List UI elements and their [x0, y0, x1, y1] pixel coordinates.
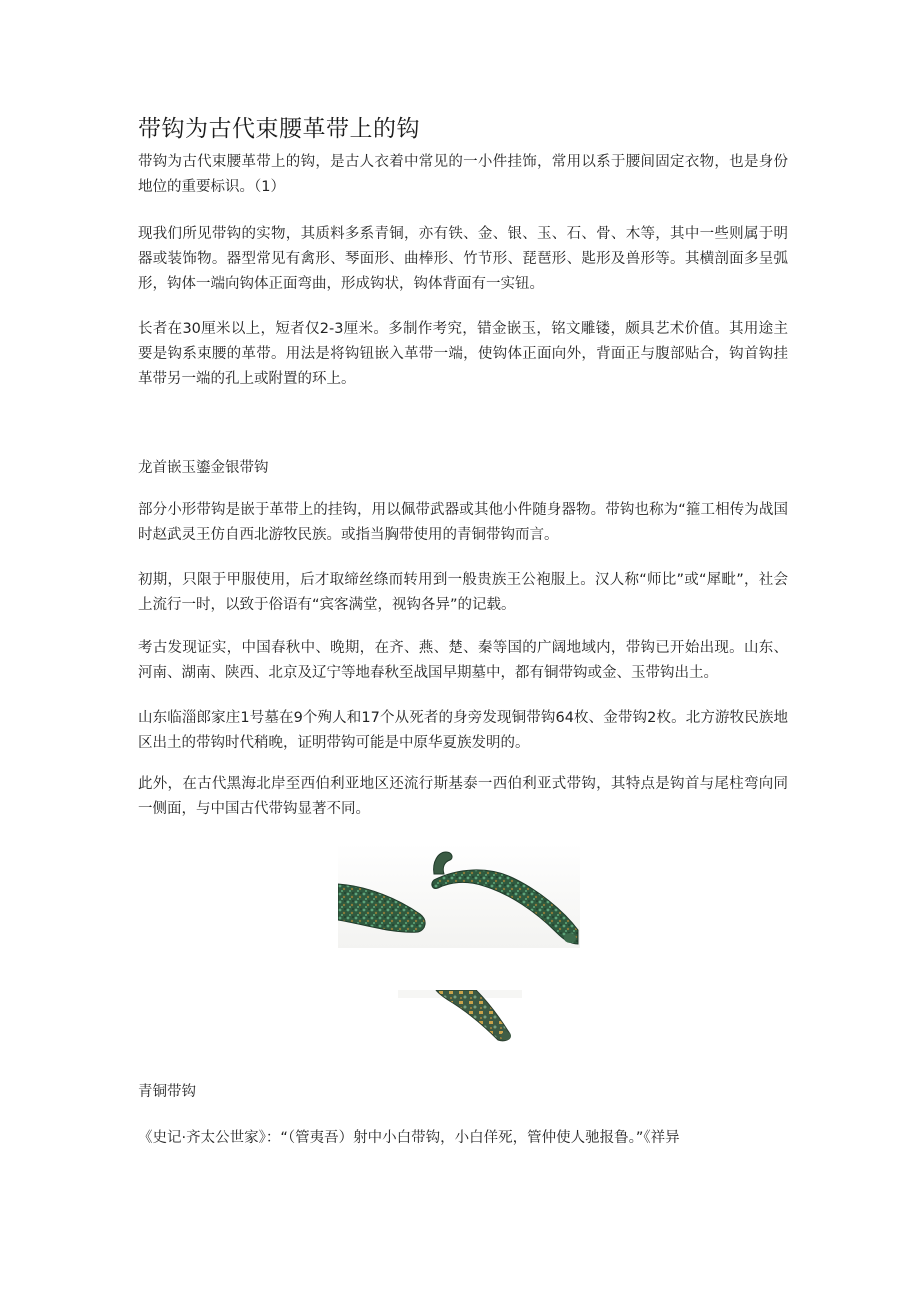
paragraph: 部分小形带钩是嵌于革带上的挂钩，用以佩带武器或其他小件随身器物。带钩也称为“箍工相传为战国时赵武灵王仿自西北游牧民族。或指当胸带使用的青铜带钩而言。 — [138, 502, 788, 543]
paragraph: 带钩为古代束腰革带上的钩，是古人衣着中常见的一小件挂饰，常用以系于腰间固定衣物，也是身份地位的重要标识。（1） — [138, 154, 788, 195]
paragraph: 现我们所见带钩的实物，其质料多系青铜，亦有铁、金、银、玉、石、骨、木等，其中一些则属于明器或装饰物。器型常见有禽形、琴面形、曲棒形、竹节形、琵琶形、匙形及兽形等。其横剖面多呈弧形，钩体一端向钩体正面弯曲，形成钩状，钩体背面有一实钮。 — [138, 226, 788, 292]
paragraph: 初期，只限于甲服使用，后才取缔丝绦而转用到一般贵族王公袍服上。汉人称“师比”或“犀毗”，社会上流行一时，以致于俗语有“宾客满堂，视钩各异”的记载。 — [138, 572, 788, 613]
paragraph: 此外，在古代黑海北岸至西伯利亚地区还流行斯基泰一西伯利亚式带钩，其特点是钩首与尾柱弯向同一侧面，与中国古代带钩显著不同。 — [138, 776, 788, 817]
belt-hook-closeup-photo — [398, 990, 522, 1042]
section-heading: 青铜带钩 — [138, 1084, 196, 1100]
paragraph: 《史记·齐太公世家》：“（管夷吾）射中小白带钩，小白佯死，管仲使人驰报鲁。”《祥异 — [138, 1130, 680, 1146]
paragraph: 考古发现证实，中国春秋中、晚期，在齐、燕、楚、秦等国的广阔地域内，带钩已开始出现。山东、河南、湖南、陕西、北京及辽宁等地春秋至战国早期墓中，都有铜带钩或金、玉带钩出土。 — [138, 640, 788, 681]
belt-hook-photo — [338, 844, 580, 948]
paragraph: 长者在30厘米以上，短者仅2-3厘米。多制作考究，错金嵌玉，铭文雕镂，颇具艺术价值。其用途主要是钩系束腰的革带。用法是将钩钮嵌入革带一端，使钩体正面向外，背面正与腹部贴合，钩首钩挂革带另一端的孔上或附置的环上。 — [138, 321, 788, 387]
paragraph: 山东临淄郎家庄1号墓在9个殉人和17个从死者的身旁发现铜带钩64枚、金带钩2枚。北方游牧民族地区出土的带钩时代稍晚，证明带钩可能是中原华夏族发明的。 — [138, 710, 788, 751]
document-title: 带钩为古代束腰革带上的钩 — [138, 116, 420, 142]
section-heading: 龙首嵌玉鎏金银带钩 — [138, 460, 269, 476]
